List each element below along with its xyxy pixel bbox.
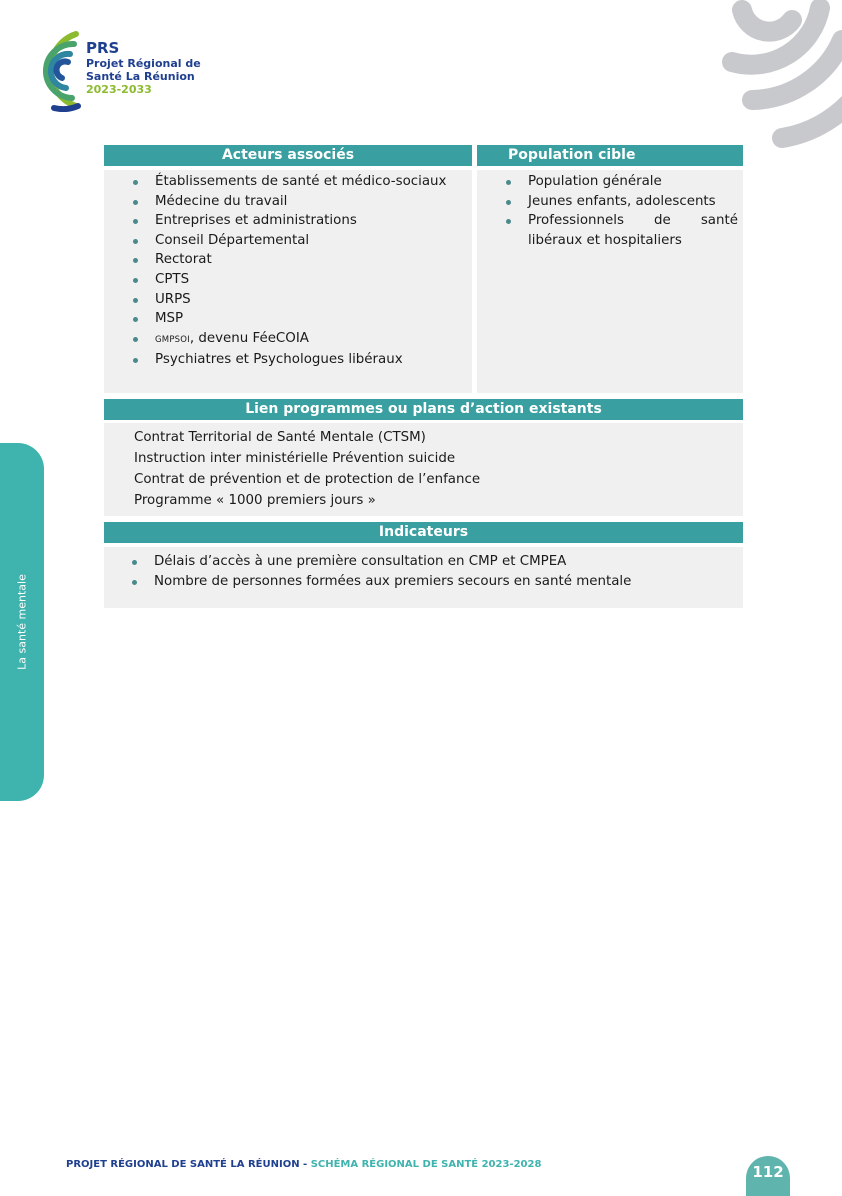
lien-item: Programme « 1000 premiers jours » (134, 493, 376, 508)
population-title: Population cible (508, 147, 636, 163)
lien-item: Instruction inter ministérielle Prévention suicide (134, 451, 456, 466)
logo-acronym: PRS (86, 39, 120, 57)
indicateurs-header (104, 522, 743, 543)
logo-line-1: Projet Régional de (86, 57, 201, 70)
population-header (477, 145, 743, 166)
page-footer (66, 1159, 541, 1170)
prs-logo (24, 28, 224, 112)
acteurs-list (155, 172, 446, 370)
population-panel (477, 170, 743, 393)
lien-item: Contrat de prévention et de protection de l’enfance (134, 472, 481, 487)
logo-line-2: Santé La Réunion (86, 70, 195, 83)
lien-title: Lien programmes ou plans d’action existants (245, 401, 602, 417)
list-item: Délais d’accès à une première consultation en CMP et CMPEA (154, 552, 631, 572)
list-item: Entreprises et administrations (155, 211, 446, 231)
lien-item: Contrat Territorial de Santé Mentale (CTSM) (134, 430, 426, 445)
list-item: URPS (155, 290, 446, 310)
list-item: Nombre de personnes formées aux premiers secours en santé mentale (154, 572, 631, 592)
population-list (528, 172, 738, 250)
list-item: Population générale (528, 172, 738, 192)
gmpsoi-prefix: GMPSOI (155, 334, 190, 345)
page-number: 112 (746, 1156, 790, 1196)
footer-schema: SCHÉMA RÉGIONAL DE SANTÉ 2023-2028 (310, 1159, 542, 1170)
list-item: Rectorat (155, 250, 446, 270)
indicateurs-list (154, 552, 631, 591)
indicateurs-panel (104, 547, 743, 608)
list-item: Établissements de santé et médico-sociaux (155, 172, 446, 192)
gmpsoi-suffix: , devenu FéeCOIA (189, 330, 309, 346)
list-item: Professionnels de santé libéraux et hospitaliers (528, 211, 738, 250)
list-item-gmpsoi (155, 329, 446, 351)
acteurs-header (104, 145, 472, 166)
acteurs-panel (104, 170, 472, 393)
side-tab-label: La santé mentale (15, 574, 29, 670)
list-item: MSP (155, 309, 446, 329)
lien-panel (104, 423, 743, 516)
indicateurs-title: Indicateurs (378, 524, 469, 540)
decorative-arcs-icon (702, 0, 842, 160)
list-item: Psychiatres et Psychologues libéraux (155, 350, 446, 370)
footer-project: PROJET RÉGIONAL DE SANTÉ LA RÉUNION - (66, 1159, 311, 1170)
logo-arcs-icon (24, 28, 84, 112)
acteurs-title: Acteurs associés (221, 147, 355, 163)
list-item: Conseil Départemental (155, 231, 446, 251)
list-item: CPTS (155, 270, 446, 290)
list-item: Jeunes enfants, adolescents (528, 192, 738, 212)
logo-years: 2023-2033 (86, 83, 152, 96)
lien-header (104, 399, 743, 420)
list-item: Médecine du travail (155, 192, 446, 212)
